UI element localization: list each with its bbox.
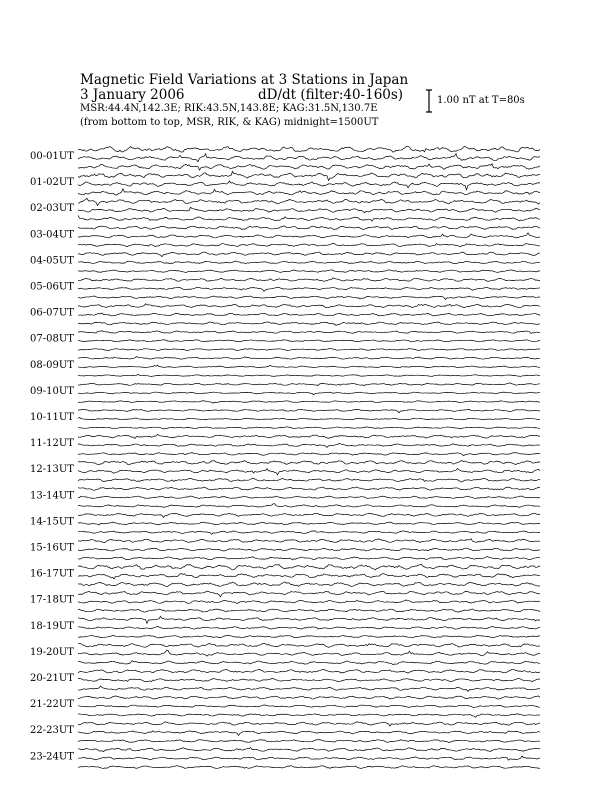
trace-21-22UT-KAG: [78, 696, 540, 699]
trace-19-20UT-KAG: [78, 643, 540, 647]
row-label: 16-17UT: [30, 568, 74, 580]
trace-15-16UT-KAG: [78, 539, 540, 543]
trace-05-06UT-RIK: [78, 287, 540, 291]
row-label: 20-21UT: [30, 673, 74, 684]
trace-00-01UT-MSR: [78, 164, 540, 170]
trace-23-24UT-MSR: [78, 766, 540, 769]
trace-01-02UT-RIK: [78, 181, 540, 190]
trace-09-10UT-KAG: [78, 383, 540, 386]
trace-04-05UT-MSR: [78, 270, 540, 273]
row-label: 00-01UT: [30, 151, 74, 162]
trace-22-23UT-KAG: [78, 722, 540, 726]
trace-14-15UT-RIK: [78, 522, 540, 525]
chart-quantity: dD/dt (filter:40-160s): [258, 87, 404, 103]
trace-17-18UT-RIK: [78, 600, 540, 604]
trace-02-03UT-MSR: [78, 215, 540, 221]
trace-12-13UT-MSR: [78, 478, 540, 482]
trace-17-18UT-KAG: [78, 591, 540, 597]
trace-08-09UT-MSR: [78, 374, 540, 376]
trace-15-16UT-RIK: [78, 548, 540, 551]
trace-19-20UT-MSR: [78, 661, 540, 665]
trace-08-09UT-RIK: [78, 365, 540, 368]
row-label: 12-13UT: [30, 464, 74, 476]
row-label: 11-12UT: [30, 438, 74, 450]
trace-11-12UT-KAG: [78, 434, 540, 438]
trace-06-07UT-RIK: [78, 313, 540, 316]
trace-20-21UT-RIK: [78, 678, 540, 681]
trace-18-19UT-MSR: [78, 635, 540, 638]
scale-bar-label: 1.00 nT at T=80s: [437, 95, 525, 106]
trace-06-07UT-MSR: [78, 322, 540, 326]
row-label: 02-03UT: [30, 203, 74, 215]
trace-16-17UT-RIK: [78, 574, 540, 579]
trace-18-19UT-RIK: [78, 626, 540, 629]
row-label: 07-08UT: [30, 333, 74, 345]
trace-12-13UT-RIK: [78, 468, 540, 474]
row-label: 03-04UT: [30, 229, 74, 241]
trace-07-08UT-MSR: [78, 349, 540, 351]
trace-19-20UT-RIK: [78, 650, 540, 656]
trace-18-19UT-KAG: [78, 616, 540, 623]
row-label: 15-16UT: [30, 542, 74, 554]
row-label: 18-19UT: [30, 620, 74, 632]
trace-23-24UT-RIK: [78, 756, 540, 760]
trace-21-22UT-MSR: [78, 714, 540, 718]
row-label: 13-14UT: [30, 490, 74, 502]
trace-21-22UT-RIK: [78, 705, 540, 708]
trace-03-04UT-RIK: [78, 233, 540, 238]
row-label: 23-24UT: [30, 751, 74, 763]
trace-06-07UT-KAG: [78, 304, 540, 308]
chart-title: Magnetic Field Variations at 3 Stations in Japan: [80, 72, 409, 88]
trace-14-15UT-MSR: [78, 531, 540, 535]
trace-20-21UT-MSR: [78, 686, 540, 692]
trace-02-03UT-RIK: [78, 207, 540, 213]
trace-11-12UT-MSR: [78, 453, 540, 456]
station-coordinates: MSR:44.4N,142.3E; RIK:43.5N,143.8E; KAG:31.5N,130.7E: [80, 103, 378, 114]
trace-13-14UT-RIK: [78, 496, 540, 499]
trace-20-21UT-KAG: [78, 669, 540, 673]
trace-04-05UT-RIK: [78, 261, 540, 264]
trace-15-16UT-MSR: [78, 557, 540, 560]
trace-10-11UT-KAG: [78, 409, 540, 412]
row-label: 04-05UT: [30, 255, 74, 267]
row-label: 21-22UT: [30, 699, 74, 711]
trace-16-17UT-MSR: [78, 582, 540, 587]
trace-17-18UT-MSR: [78, 609, 540, 612]
trace-12-13UT-KAG: [78, 461, 540, 465]
trace-07-08UT-RIK: [78, 340, 540, 342]
row-label: 01-02UT: [30, 177, 74, 189]
trace-16-17UT-KAG: [78, 565, 540, 570]
trace-00-01UT-KAG: [78, 146, 540, 152]
trace-08-09UT-KAG: [78, 357, 540, 360]
trace-03-04UT-KAG: [78, 226, 540, 230]
station-order-note: (from bottom to top, MSR, RIK, & KAG) midnight=1500UT: [80, 117, 379, 128]
trace-22-23UT-MSR: [78, 740, 540, 743]
trace-14-15UT-KAG: [78, 513, 540, 517]
trace-13-14UT-MSR: [78, 504, 540, 508]
trace-22-23UT-RIK: [78, 731, 540, 736]
row-label: 19-20UT: [30, 646, 74, 658]
trace-23-24UT-KAG: [78, 747, 540, 751]
trace-05-06UT-MSR: [78, 296, 540, 300]
trace-07-08UT-KAG: [78, 331, 540, 334]
row-label: 09-10UT: [30, 385, 74, 397]
trace-09-10UT-MSR: [78, 401, 540, 403]
trace-09-10UT-RIK: [78, 392, 540, 395]
row-label: 17-18UT: [30, 594, 74, 606]
trace-02-03UT-KAG: [78, 198, 540, 205]
row-label: 06-07UT: [30, 307, 74, 319]
trace-01-02UT-KAG: [78, 171, 540, 180]
row-label: 08-09UT: [30, 359, 74, 371]
row-label: 10-11UT: [30, 412, 74, 423]
scale-bar: [426, 90, 432, 112]
trace-04-05UT-KAG: [78, 252, 540, 257]
trace-13-14UT-KAG: [78, 487, 540, 490]
trace-00-01UT-RIK: [78, 154, 540, 162]
trace-11-12UT-RIK: [78, 444, 540, 448]
row-label: 14-15UT: [30, 516, 74, 528]
trace-10-11UT-RIK: [78, 417, 540, 419]
chart-date: 3 January 2006: [80, 87, 185, 103]
trace-10-11UT-MSR: [78, 427, 540, 429]
trace-03-04UT-MSR: [78, 243, 540, 246]
trace-01-02UT-MSR: [78, 189, 540, 195]
row-label: 22-23UT: [30, 725, 74, 737]
trace-05-06UT-KAG: [78, 278, 540, 282]
row-label: 05-06UT: [30, 281, 74, 293]
